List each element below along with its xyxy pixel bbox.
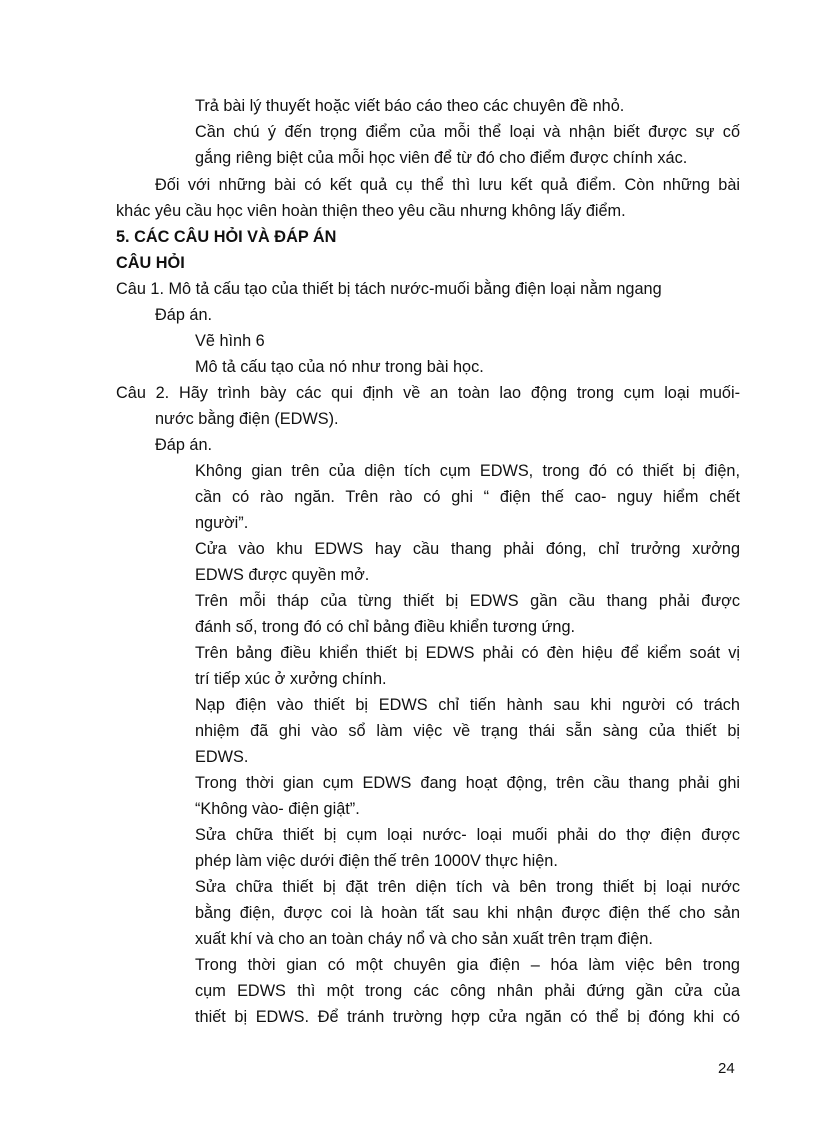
answer-2-line: Cửa vào khu EDWS hay cầu thang phải đóng, chỉ trưởng xưởng <box>195 540 740 558</box>
answer-2-line: phép làm việc dưới điện thế trên 1000V thực hiện. <box>195 852 558 870</box>
question-2-line-1: Câu 2. Hãy trình bày các qui định về an toàn lao động trong cụm loại muối- <box>116 384 740 402</box>
answer-2-line: Trên mỗi tháp của từng thiết bị EDWS gần cầu thang phải được <box>195 592 740 610</box>
answer-2-line: người”. <box>195 514 249 532</box>
answer-2-line: “Không vào- điện giật”. <box>195 800 360 818</box>
answer-2-line: cụm EDWS thì một trong các công nhân phải đứng gần cửa của <box>195 982 740 1000</box>
answer-1-line-2: Mô tả cấu tạo của nó như trong bài học. <box>195 358 484 376</box>
answer-label-1: Đáp án. <box>155 306 213 324</box>
intro-line-2: Cần chú ý đến trọng điểm của mỗi thể loại và nhận biết được sự cố <box>195 123 740 141</box>
answer-2-line: bằng điện, được coi là hoàn tất sau khi nhận được điện thế cho sản <box>195 904 740 922</box>
section-title: 5. CÁC CÂU HỎI VÀ ĐÁP ÁN <box>116 228 337 246</box>
answer-2-line: Nạp điện vào thiết bị EDWS chỉ tiến hành sau khi người có trách <box>195 696 740 714</box>
answer-2-line: EDWS. <box>195 748 249 766</box>
answer-2-line: xuất khí và cho an toàn cháy nổ và cho sản xuất trên trạm điện. <box>195 930 653 948</box>
answer-2-line: Trong thời gian có một chuyên gia điện – hóa làm việc bên trong <box>195 956 740 974</box>
intro-line-4: Đối với những bài có kết quả cụ thể thì lưu kết quả điểm. Còn những bài <box>155 176 740 194</box>
answer-2-line: Trên bảng điều khiển thiết bị EDWS phải có đèn hiệu để kiểm soát vị <box>195 644 740 662</box>
answer-2-line: Sửa chữa thiết bị cụm loại nước- loại muối phải do thợ điện được <box>195 826 740 844</box>
answer-label-2: Đáp án. <box>155 436 213 454</box>
answer-1-line-1: Vẽ hình 6 <box>195 332 265 350</box>
answer-2-line: cần có rào ngăn. Trên rào có ghi “ điện thế cao- nguy hiểm chết <box>195 488 740 506</box>
answer-2-line: Trong thời gian cụm EDWS đang hoạt động, trên cầu thang phải ghi <box>195 774 740 792</box>
question-2-line-2: nước bằng điện (EDWS). <box>155 410 339 428</box>
answer-2-line: thiết bị EDWS. Để tránh trường hợp cửa ngăn có thể bị đóng khi có <box>195 1008 740 1026</box>
answer-2-line: đánh số, trong đó có chỉ bảng điều khiển tương ứng. <box>195 618 576 636</box>
subsection-title: CÂU HỎI <box>116 254 185 272</box>
question-1: Câu 1. Mô tả cấu tạo của thiết bị tách nước-muối bằng điện loại nằm ngang <box>116 280 662 298</box>
intro-line-1: Trả bài lý thuyết hoặc viết báo cáo theo các chuyên đề nhỏ. <box>195 97 625 115</box>
answer-2-line: trí tiếp xúc ở xưởng chính. <box>195 670 387 688</box>
intro-line-5: khác yêu cầu học viên hoàn thiện theo yêu cầu nhưng không lấy điểm. <box>116 202 626 220</box>
answer-2-line: nhiệm đã ghi vào sổ làm việc về trạng thái sẵn sàng của thiết bị <box>195 722 740 740</box>
page-number: 24 <box>718 1060 735 1077</box>
answer-2-line: Không gian trên của diện tích cụm EDWS, trong đó có thiết bị điện, <box>195 462 740 480</box>
answer-2-line: Sửa chữa thiết bị đặt trên diện tích và bên trong thiết bị loại nước <box>195 878 740 896</box>
answer-2-line: EDWS được quyền mở. <box>195 566 370 584</box>
intro-line-3: gắng riêng biệt của mỗi học viên để từ đó cho điểm được chính xác. <box>195 149 688 167</box>
